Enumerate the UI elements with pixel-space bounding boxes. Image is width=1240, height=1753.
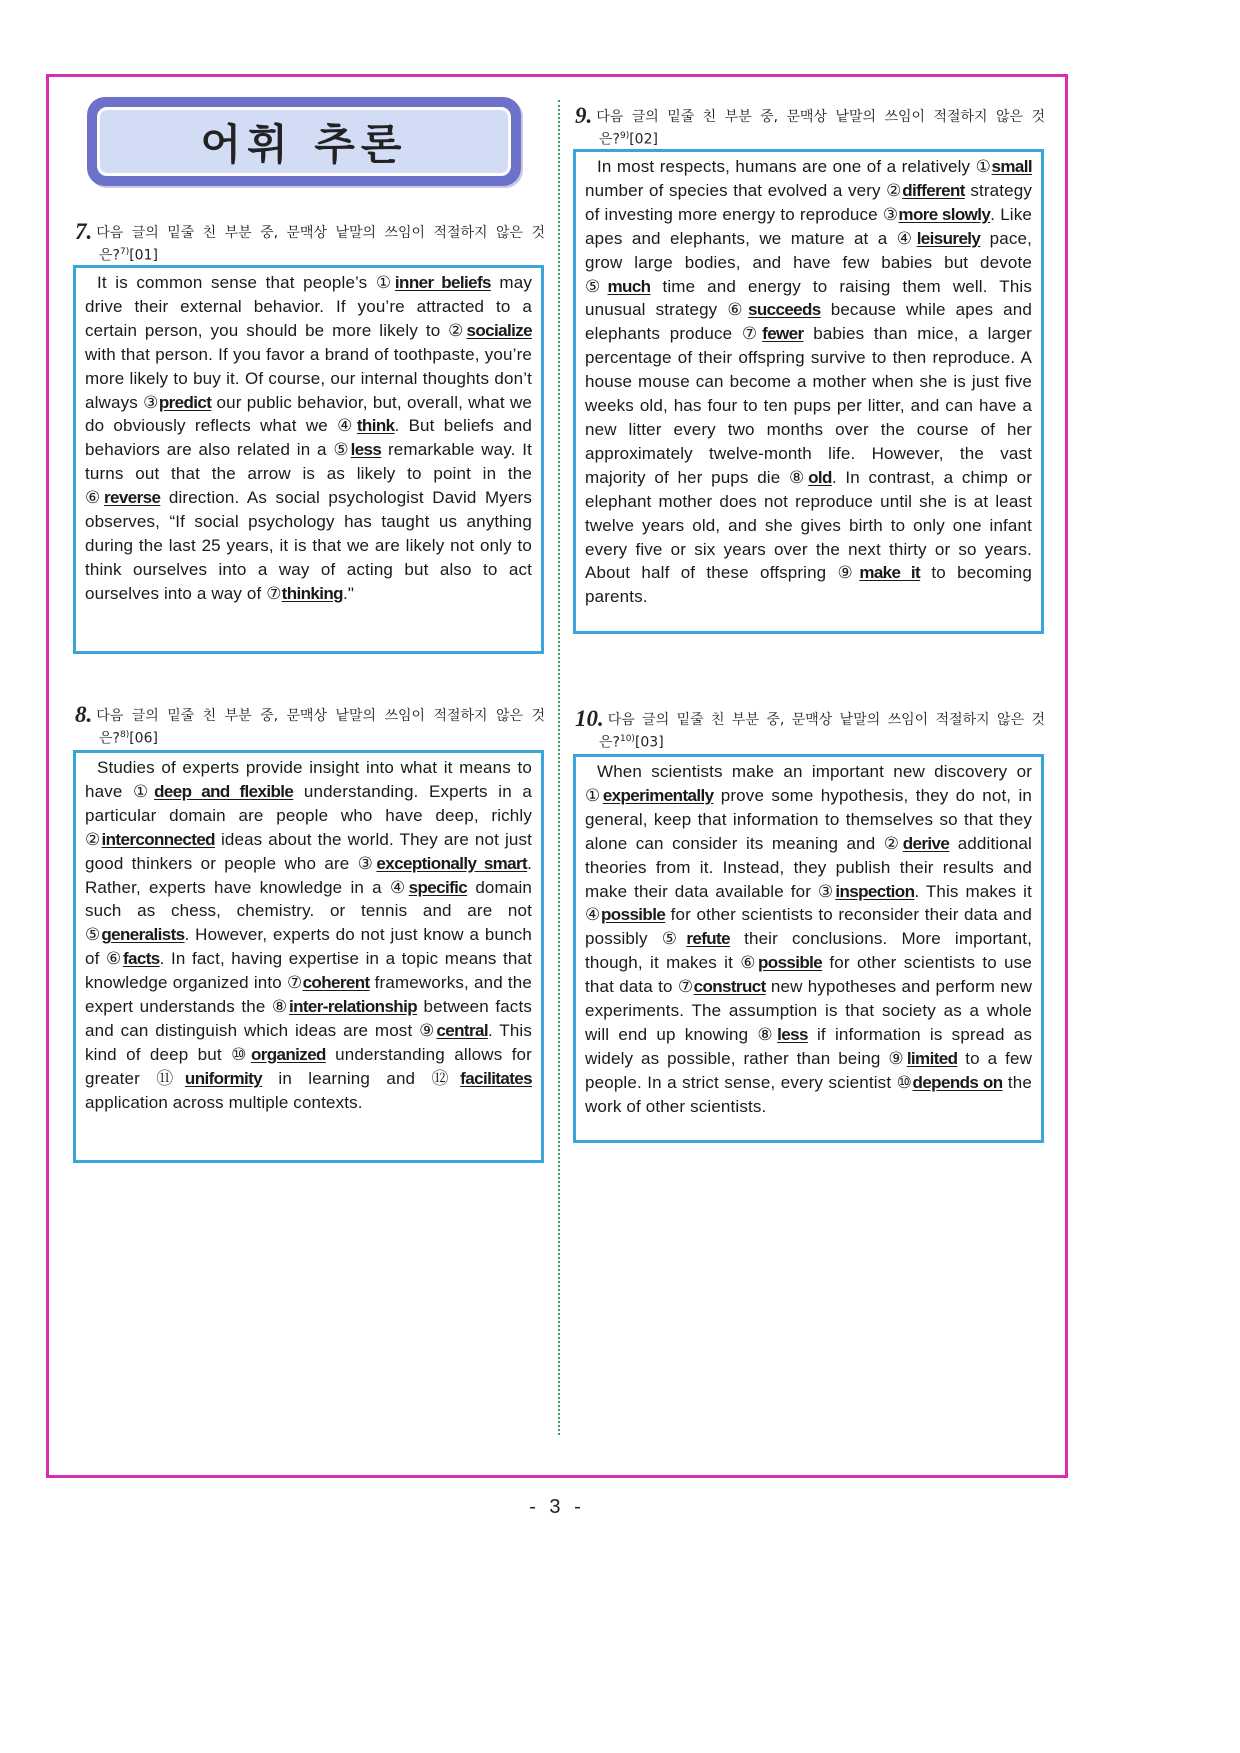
question-9-header [575, 103, 1045, 150]
underlined-word: possible [601, 905, 666, 925]
title-banner-inner [97, 107, 511, 176]
question-8-instruction-line-2 [75, 726, 545, 749]
question-10-ref: 10) [619, 734, 635, 744]
question-7-passage-box [73, 265, 544, 654]
underlined-word: fewer [762, 324, 804, 344]
question-9-instruction: 다음 글의 밑줄 친 부분 중, 문맥상 낱말의 쓰임이 적절하지 않은 것 [596, 109, 1045, 125]
question-8-instruction-end: 은? [99, 730, 120, 747]
underlined-word: specific [408, 877, 468, 897]
question-10-instruction-line-2 [575, 730, 1045, 753]
question-8-passage: Studies of experts provide insight into what it means to have ①deep and flexible understanding. Experts in a particular domain are people who have deep, richly ②interconnected ideas about the world. They are not just good thinkers or people who are ③exceptionally smart. Rather, experts have knowledge in a ④specific domain such as chess, chemistry. or tennis and are not ⑤generalists. However, experts do not just know a bunch of ⑥facts. In fact, having expertise in a topic means that knowledge organized into ⑦coherent frameworks, and the expert understands the ⑧inter-relationship between facts and can distinguish which ideas are most ⑨central. This kind of deep but ⑩organized understanding allows for greater ⑪uniformity in learning and ⑫facilitates application across multiple contexts. [85, 758, 533, 1112]
question-8-instruction-line [75, 702, 545, 727]
question-10-header [575, 706, 1045, 753]
underlined-word: inner beliefs [394, 273, 491, 292]
underlined-word: uniformity [184, 1068, 263, 1088]
question-7-instruction-end: 은? [99, 247, 120, 264]
question-10-instruction-line [575, 706, 1045, 731]
underlined-word: organized [250, 1044, 326, 1064]
question-9-instruction-line-2 [575, 127, 1045, 150]
question-8-instruction: 다음 글의 밑줄 친 부분 중, 문맥상 낱말의 쓰임이 적절하지 않은 것 [96, 708, 545, 724]
underlined-word: different [902, 180, 965, 200]
underlined-word: construct [693, 977, 766, 997]
underlined-word: inspection [835, 881, 915, 901]
underlined-word: central [436, 1020, 488, 1040]
underlined-word: facts [122, 949, 160, 969]
question-8-code: [06] [129, 730, 158, 747]
question-7-number: 7. [75, 219, 93, 244]
underlined-word: less [777, 1024, 808, 1044]
question-9-instruction-line [575, 103, 1045, 128]
question-7-header [75, 219, 545, 266]
underlined-word: old [808, 467, 832, 487]
question-9-passage-box [573, 149, 1044, 634]
question-9-number: 9. [575, 103, 593, 128]
question-10-code: [03] [634, 734, 664, 751]
question-7-instruction-line [75, 219, 545, 244]
underlined-word: exceptionally smart [376, 853, 528, 873]
underlined-word: deep and flexible [154, 781, 294, 801]
underlined-word: experimentally [602, 785, 714, 805]
underlined-word: depends on [912, 1072, 1003, 1092]
question-7-instruction-line-2 [75, 243, 545, 266]
underlined-word: leisurely [916, 228, 981, 248]
question-9-instruction-end: 은? [599, 131, 620, 148]
column-divider [558, 100, 560, 1435]
underlined-word: make it [859, 563, 921, 583]
page-number: - 3 - [529, 1496, 585, 1518]
underlined-word: less [350, 440, 382, 460]
underlined-word: limited [906, 1048, 958, 1068]
underlined-word: think [356, 416, 395, 436]
underlined-word: thinking [281, 583, 343, 603]
question-9-code: [02] [629, 131, 658, 148]
underlined-word: derive [902, 833, 950, 853]
question-8-passage-box [73, 750, 544, 1163]
underlined-word: refute [686, 929, 730, 949]
question-10-instruction-end: 은? [599, 734, 620, 751]
question-10-instruction: 다음 글의 밑줄 친 부분 중, 문맥상 낱말의 쓰임이 적절하지 않은 것 [607, 712, 1045, 728]
question-8-header [75, 702, 545, 749]
question-10-number: 10. [575, 706, 604, 731]
underlined-word: more slowly [898, 204, 991, 224]
title-banner [87, 97, 521, 186]
question-7-passage: It is common sense that people’s ①inner beliefs may drive their external behavior. If you’re attracted to a certain person, you should be more likely to ②socialize with that person. If you favor a brand of toothpaste, you’re more likely to buy it. Of course, our internal thoughts don’t always ③predict our public behavior, but, overall, what we do obviously reflects what we ④think. But beliefs and behaviors are also related in a ⑤less remarkable way. It turns out that the arrow is as likely to point in the ⑥reverse direction. As social psychologist David Myers observes, “If social psychology has taught us anything during the last 25 years, it is that we are likely not only to think ourselves into a way of acting but also to act ourselves into a way of ⑦thinking." [85, 273, 533, 603]
question-9-passage: In most respects, humans are one of a relatively ①small number of species that evolved a very ②different strategy of investing more energy to reproduce ③more slowly. Like apes and elephants, we mature at a ④leisurely pace, grow large bodies, and have few babies but devote ⑤much time and energy to raising them well. This unusual strategy ⑥succeeds because while apes and elephants produce ⑦fewer babies than mice, a larger percentage of their offspring survive to then reproduce. A house mouse can become a mother when she is just five weeks old, has four to ten pups per litter, and can have a new litter every two months over the course of her approximately twelve-month life. However, the vast majority of her pups die ⑧old. In contrast, a chimp or elephant mother does not reproduce until she is at least twelve years old, and she gives birth to only one infant every five or six years over the next thirty or so years. About half of these offspring ⑨make it to becoming parents. [585, 157, 1033, 607]
underlined-word: coherent [302, 973, 370, 993]
underlined-word: reverse [104, 488, 161, 508]
question-8-number: 8. [75, 702, 93, 727]
question-10-passage: When scientists make an important new discovery or ①experimentally prove some hypothesis, they do not, in general, keep that information to themselves so that they alone can consider its meaning and ②derive additional theories from it. Instead, they publish their results and make their data available for ③inspection. This makes it ④possible for other scientists to reconsider their data and possibly ⑤refute their conclusions. More important, though, it makes it ⑥possible for other scientists to use that data to ⑦construct new hypotheses and perform new experiments. The assumption is that society as a whole will end up knowing ⑧less if information is spread as widely as possible, rather than being ⑨limited to a few people. In a strict sense, every scientist ⑩depends on the work of other scientists. [585, 762, 1033, 1116]
underlined-word: generalists [101, 925, 185, 945]
page-title: 어휘 추론 [200, 119, 408, 169]
underlined-word: interconnected [101, 829, 215, 849]
question-9-ref: 9) [619, 131, 630, 141]
question-7-ref: 7) [119, 247, 130, 257]
underlined-word: possible [758, 953, 823, 973]
underlined-word: inter-relationship [288, 997, 418, 1017]
question-10-passage-box [573, 754, 1044, 1143]
question-7-instruction: 다음 글의 밑줄 친 부분 중, 문맥상 낱말의 쓰임이 적절하지 않은 것 [96, 225, 545, 241]
underlined-word: predict [158, 392, 212, 412]
underlined-word: much [607, 276, 651, 296]
underlined-word: succeeds [747, 300, 821, 320]
question-7-code: [01] [129, 247, 158, 264]
underlined-word: small [991, 157, 1032, 176]
underlined-word: facilitates [460, 1068, 532, 1088]
question-8-ref: 8) [119, 730, 130, 740]
underlined-word: socialize [466, 320, 532, 340]
